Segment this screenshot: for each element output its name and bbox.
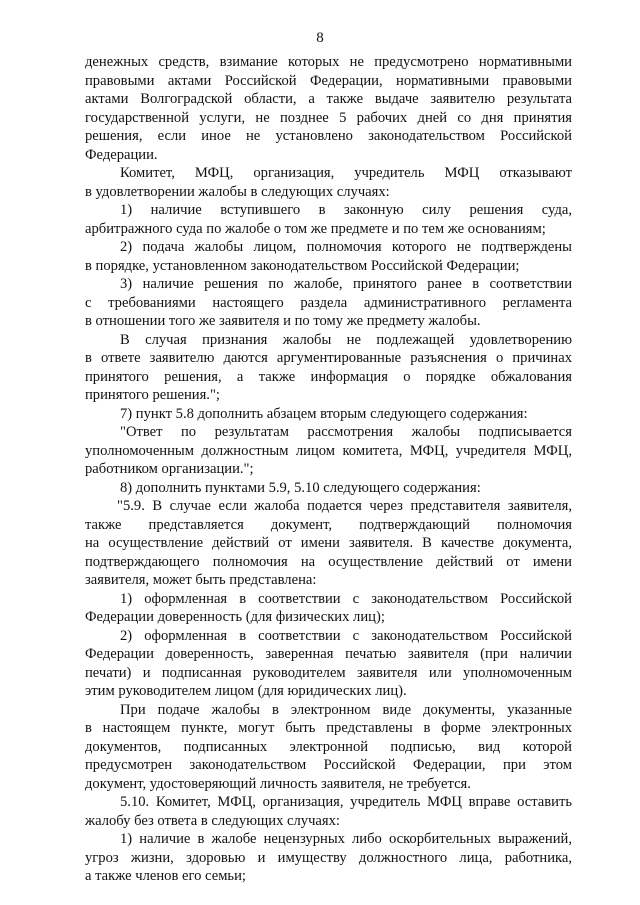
text-line: 2) подача жалобы лицом, полномочия которого не подтверждены — [120, 239, 572, 255]
text-line: а также членов его семьи; — [85, 868, 246, 884]
text-line: подтверждающего полномочия на осуществление действий от имени — [85, 553, 572, 570]
text-line: актами Волгоградской области, а также выдаче заявителю результата — [85, 91, 572, 107]
text-line: в ответе заявителю даются аргументированные разъяснения о причинах — [85, 350, 572, 366]
text-line: Федерации доверенность (для физических лиц); — [85, 609, 385, 625]
text-line: на осуществление действий от имени заявителя. В качестве документа, — [85, 535, 572, 551]
text-line: угроз жизни, здоровью и имуществу должностного лица, работника, — [85, 849, 572, 866]
text-line: жалобу без ответа в следующих случаях: — [85, 812, 340, 829]
text-line: При подаче жалобы в электронном виде документы, указанные — [120, 701, 572, 718]
text-line: документов, подписанных электронной подписью, вид которой — [85, 738, 572, 755]
text-line: заявителя, может быть представлена: — [85, 572, 317, 588]
text-line: работником организации."; — [85, 461, 254, 477]
text-line: "Ответ по результатам рассмотрения жалобы подписывается — [120, 424, 572, 440]
text-line: В случая признания жалобы не подлежащей удовлетворению — [120, 331, 572, 348]
text-line: документ, удостоверяющий личность заявителя, не требуется. — [85, 775, 471, 792]
text-line: уполномоченным должностным лицом комитета, МФЦ, учредителя МФЦ, — [85, 442, 572, 459]
text-line: в порядке, установленном законодательством Российской Федерации; — [85, 257, 520, 274]
text-line: 7) пункт 5.8 дополнить абзацем вторым следующего содержания: — [120, 405, 528, 422]
text-line: "5.9. В случае если жалоба подается через представителя заявителя, — [117, 498, 572, 514]
text-line: правовыми актами Российской Федерации, нормативными правовыми — [85, 72, 572, 89]
text-line: в настоящем пункте, могут быть представлены в форме электронных — [85, 720, 572, 736]
text-line: с требованиями настоящего раздела административного регламента — [85, 294, 572, 311]
text-line: Федерации доверенность, заверенная печатью заявителя (при наличии — [85, 646, 572, 662]
text-line: 5.10. Комитет, МФЦ, организация, учредитель МФЦ вправе оставить — [120, 794, 572, 810]
text-line: 2) оформленная в соответствии с законодательством Российской — [120, 627, 572, 644]
text-line: в удовлетворении жалобы в следующих случаях: — [85, 183, 390, 200]
text-line: государственной услуги, не позднее 5 рабочих дней со дня принятия — [85, 109, 572, 126]
text-line: 8) дополнить пунктами 5.9, 5.10 следующего содержания: — [120, 479, 481, 496]
text-line: 3) наличие решения по жалобе, принятого ранее в соответствии — [120, 276, 572, 292]
text-line: Федерации. — [85, 146, 158, 163]
text-line: денежных средств, взимание которых не предусмотрено нормативными — [85, 54, 572, 70]
text-line: печати) и подписанная руководителем заявителя или уполномоченным — [85, 664, 572, 681]
text-line: в отношении того же заявителя и по тому же предмету жалобы. — [85, 313, 481, 329]
page-number: 8 — [316, 30, 324, 46]
text-line: принятого решения."; — [85, 387, 220, 403]
document-body — [85, 53, 572, 886]
text-line: этим руководителем лицом (для юридических лиц). — [85, 683, 407, 699]
text-line: принятого решения, а также информация о порядке обжалования — [85, 368, 572, 385]
text-line: также представляется документ, подтверждающий полномочия — [85, 516, 572, 533]
text-line: 1) оформленная в соответствии с законодательством Российской — [120, 590, 572, 607]
text-line: 1) наличие в жалобе нецензурных либо оскорбительных выражений, — [120, 831, 572, 847]
text-line: 1) наличие вступившего в законную силу решения суда, — [120, 202, 572, 218]
text-line: предусмотрен законодательством Российской Федерации, при этом — [85, 757, 572, 773]
text-line: арбитражного суда по жалобе о том же предмете и по тем же основаниям; — [85, 220, 546, 237]
text-line: решения, если иное не установлено законодательством Российской — [85, 128, 572, 144]
text-line: Комитет, МФЦ, организация, учредитель МФЦ отказывают — [120, 165, 572, 181]
